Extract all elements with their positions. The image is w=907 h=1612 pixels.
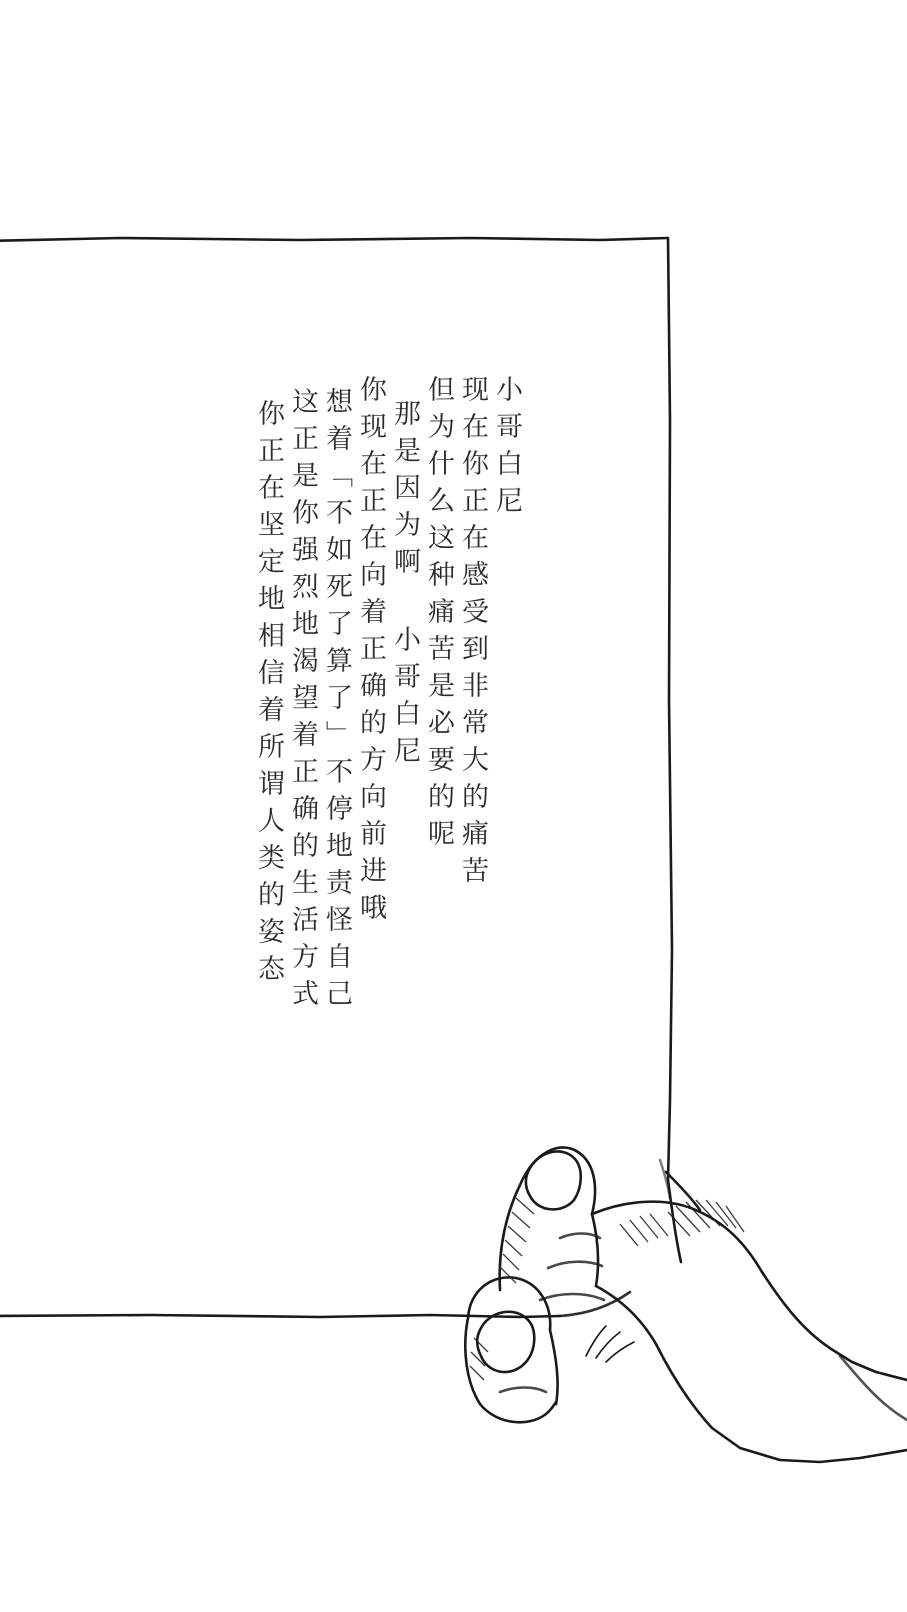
letter-text-block (130, 375, 520, 1205)
letter-line: 那是因为啊 小哥白尼 (389, 398, 420, 774)
letter-line: 你现在正在向着正确的方向前进哦 (355, 374, 386, 931)
letter-line: 小哥白尼 (491, 374, 522, 524)
letter-line: 现在你正在感受到非常大的痛苦 (457, 374, 488, 894)
letter-line: 想着「不如死了算了」不停地责怪自己 (321, 386, 352, 1017)
letter-line: 你正在坚定地相信着所谓人类的姿态 (253, 398, 284, 992)
letter-line: 这正是你强烈地渴望着正确的生活方式 (287, 386, 318, 1017)
letter-line: 但为什么这种痛苦是必要的呢 (423, 374, 454, 857)
